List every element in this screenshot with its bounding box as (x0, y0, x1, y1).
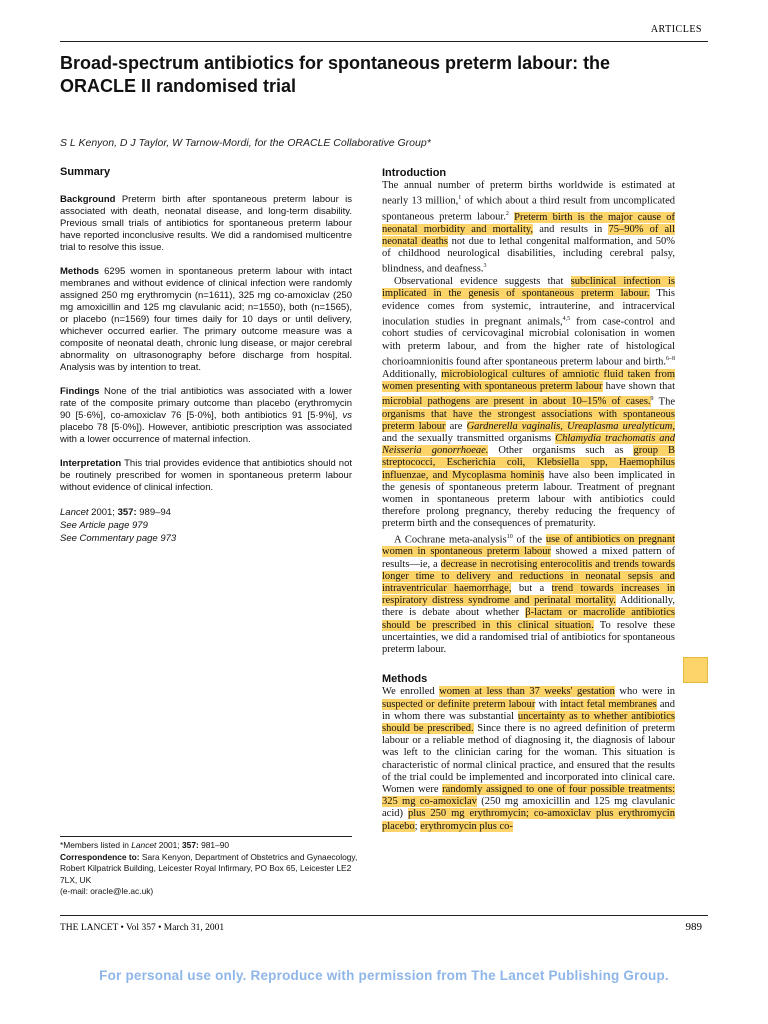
footer-rule (60, 915, 708, 916)
highlight: use of antibiotics on pregnant women in spontaneous preterm labour (382, 534, 675, 558)
highlight: decrease in necrotising enterocolitis and trends towards longer time to delivery and reductions in neonatal sepsis and intraventricular haemorrhage, (382, 558, 676, 594)
findings-text-2: placebo 78 [5·0%]). However, antibiotic prescription was associated with a lower occurrence of maternal infection. (60, 422, 352, 445)
highlight: intact fetal membranes (560, 698, 657, 710)
intro-paragraph-3: A Cochrane meta-analysis$^{10}$ of the use of antibiotics on pregnant women in spontaneous preterm labour showed a mixed pattern of results—ie, a decrease in necrotising enterocolitis and trends towards longer time to delivery and reductions in neonatal sepsis and intraventricular haemorrhage, but a trend towards increases in respiratory distress syndrome and perinatal mortality. Additionally, there is debate about whether β-lactam or macrolide antibiotics should be prescribed in this clinical situation. To resolve these uncertainties, we did a randomised trial of antibiotics for spontaneous preterm labour. (382, 533, 676, 656)
summary-methods (60, 266, 352, 374)
citation-volume: 357: (117, 507, 137, 518)
findings-label: Findings (60, 386, 100, 397)
citation-pages: 989–94 (136, 507, 171, 518)
methods-label: Methods (60, 266, 100, 277)
background-text: Preterm birth after spontaneous preterm labour is associated with death, neonatal disease, and long-term disability. Previous small trials of antibiotics for spontaneous preterm labour have reported inconclusive results. We did a randomised multicentre trial to resolve this issue. (60, 194, 352, 253)
summary-findings (60, 386, 352, 446)
methods-paragraph: We enrolled women at less than 37 weeks' gestation who were in suspected or definite preterm labour with intact fetal membranes and in whom there was substantial uncertainty as to whether antibiotics should be prescribed. Since there is no agreed definition of preterm labour or a reliable method of diagnosing it, the diagnosis of labour was left to the clinician caring for the woman. This situation is characteristic of normal clinical practice, and ensured that the results of the trial could be implemented and incorporated into clinical care. Women were randomly assigned to one of four possible treatments: 325 mg co-amoxiclav (250 mg amoxicillin and 125 mg clavulanic acid) plus 250 mg erythromycin; co-amoxiclav plus erythromycin placebo; erythromycin plus co- (382, 686, 676, 832)
sticky-note-marker[interactable] (683, 657, 708, 683)
intro-paragraph-1: The annual number of preterm births worldwide is estimated at nearly 13 million,$^1$ of which about a third result from uncomplicated spontaneous preterm labour.$^2$ Preterm birth is the major cause of neonatal morbidity and mortality, and results in 75–90% of all neonatal deaths not due to lethal congenital malformation, and 50% of childhood neurological disabilities, including cerebral palsy, blindness, and deafness.$^3$ (382, 180, 675, 275)
copyright-watermark: For personal use only. Reproduce with permission from The Lancet Publishing Group. (99, 968, 669, 983)
highlight: Chlamydia trachomatis and Neisseria gonorrhoeae. (382, 433, 676, 457)
highlight: trend towards increases in respiratory distress syndrome and perinatal mortality. (382, 583, 675, 607)
see-commentary-link[interactable]: See Commentary page 973 (60, 533, 177, 544)
introduction-heading: Introduction (382, 167, 447, 179)
background-label: Background (60, 194, 116, 205)
highlight: β-lactam or macrolide antibiotics should be prescribed in this clinical situation. (382, 607, 675, 631)
members-footnote: *Members listed in Lancet 2001; 357: 981–90 (60, 840, 230, 850)
correspondence-email: (e-mail: oracle@le.ac.uk) (60, 886, 154, 896)
header-rule (60, 41, 708, 42)
highlight: women at less than 37 weeks' gestation (439, 686, 615, 698)
citation-block (60, 506, 352, 545)
highlight: randomly assigned to one of four possible treatments: 325 mg co-amoxiclav (382, 784, 675, 808)
highlight: plus 250 mg erythromycin; co-amoxiclav plus erythromycin placebo (382, 808, 675, 832)
page-number: 989 (685, 921, 702, 933)
highlight: microbiological cultures of amniotic fluid taken from women presenting with spontaneous preterm labour (382, 368, 675, 392)
body-column (382, 167, 675, 833)
summary-interpretation (60, 458, 352, 494)
methods-text: 6295 women in spontaneous preterm labour with intact membranes and without evidence of clinical infection were randomly assigned 250 mg erythromycin (n=1611), 325 mg co-amoxiclav (250 mg amoxicillin and 125 mg clavulanic acid; n=1550), both (n=1565), or placebo (n=1569) four times daily for 10 days or until delivery, whichever occurred earlier. The primary outcome measure was a composite of neonatal death, chronic lung disease, or major cerebral abnormality on ultrasonography before discharge from hospital. Analysis was by intention to treat. (60, 266, 352, 373)
intro-paragraph-2: Observational evidence suggests that subclinical infection is implicated in the genesis of spontaneous preterm labour. This evidence comes from systemic, intrauterine, and intracervical inoculation studies in pregnant animals,$^{4,5}$ from case-control and cohort studies of cervicovaginal microbial colonisation in women with preterm labour, and from the higher rate of histological chorioamnionitis found after spontaneous preterm labour and birth.$^{6-8}$ Additionally, microbiological cultures of amniotic fluid taken from women presenting with spontaneous preterm labour have shown that microbial pathogens are present in about 10–15% of cases.$^9$ The organisms that have the strongest associations with spontaneous preterm labour are Gardnerella vaginalis, Ureaplasma urealyticum, and the sexually transmitted organisms Chlamydia trachomatis and Neisseria gonorrhoeae. Other organisms such as group B streptococci, Escherichia coli, Klebsiella spp, Haemophilus influenzae, and Mycoplasma hominis have also been implicated in the genesis of spontaneous preterm labour. Treatment of pregnant women in spontaneous preterm labour with antibiotics could therefore prolong pregnancy, thereby reducing the frequency of preterm birth and the consequences of prematurity. (382, 276, 676, 530)
summary-column (60, 166, 352, 545)
author-list: S L Kenyon, D J Taylor, W Tarnow-Mordi, for the ORACLE Collaborative Group* (60, 137, 431, 149)
highlight: microbial pathogens are present in about 10–15% of cases. (382, 396, 651, 408)
highlight: organisms that have the strongest associations with spontaneous preterm labour (382, 408, 675, 432)
highlight: uncertainty as to whether antibiotics should be prescribed. (382, 710, 675, 735)
highlight: Preterm birth is the major cause of neonatal morbidity and mortality, (382, 211, 675, 235)
citation-journal: Lancet (60, 507, 89, 518)
citation-line (60, 506, 352, 519)
see-article-link[interactable]: See Article page 979 (60, 520, 148, 531)
journal-footer: THE LANCET • Vol 357 • March 31, 2001 (60, 923, 225, 933)
article-title: Broad-spectrum antibiotics for spontaneous preterm labour: the ORACLE II randomised trial (60, 53, 611, 96)
highlight: group B streptococci, Escherichia coli, Klebsiella spp, Haemophilus influenzae, and Mycoplasma hominis (382, 445, 676, 481)
section-label: ARTICLES (650, 24, 702, 35)
methods-heading: Methods (382, 673, 428, 686)
highlight: Gardnerella vaginalis, Ureaplasma urealyticum, (466, 420, 675, 432)
summary-heading: Summary (60, 166, 111, 178)
interpretation-text: This trial provides evidence that antibiotics should not be routinely prescribed for women in spontaneous preterm labour without evidence of clinical infection. (60, 458, 352, 493)
summary-background (60, 194, 352, 254)
footnote-rule (60, 836, 352, 837)
footnotes (60, 840, 360, 898)
correspondence-footnote: Correspondence to: Sara Kenyon, Department of Obstetrics and Gynaecology, Robert Kilpatrick Building, Leicester Royal Infirmary, PO Box 65, Leicester LE2 7LX, UK (60, 851, 358, 885)
citation-year: 2001; (88, 507, 118, 518)
highlight: erythromycin plus co- (420, 820, 513, 832)
highlight: subclinical infection is implicated in the genesis of spontaneous preterm labour. (382, 276, 675, 300)
interpretation-label: Interpretation (60, 458, 122, 469)
highlight: suspected or definite preterm labour (382, 698, 536, 710)
highlight: 75–90% of all neonatal deaths (382, 223, 675, 248)
findings-vs: vs (342, 410, 352, 421)
findings-text-1: None of the trial antibiotics was associated with a lower rate of the composite primary outcome than placebo (erythromycin 90 [5·6%], co-amoxiclav 76 [5·0%], both antibiotics 91 [5·9%], (60, 386, 352, 421)
